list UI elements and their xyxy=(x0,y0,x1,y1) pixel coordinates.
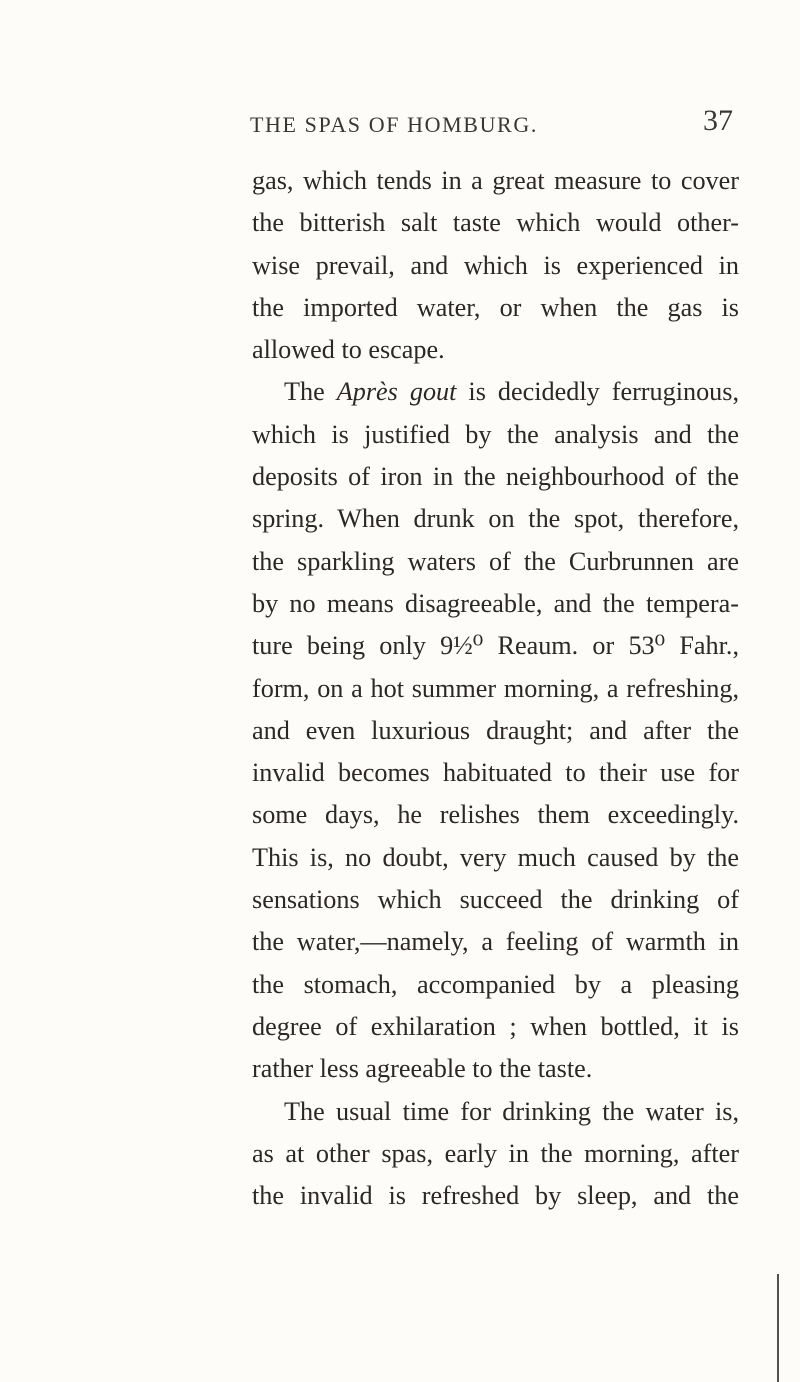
text-line: rather less agreeable to the taste. xyxy=(252,1054,593,1084)
page-edge-mark xyxy=(777,1274,779,1382)
text-line: which is justified by the analysis and the xyxy=(252,419,739,449)
text-line: by no means disagreeable, and the tempera- xyxy=(252,588,739,618)
text-line: gas, which tends in a great measure to cover xyxy=(252,166,739,195)
text-line: the water,—namely, a feeling of warmth in xyxy=(252,927,739,957)
text-line: ture being only 9½⁰ Reaum. or 53⁰ Fahr., xyxy=(252,631,739,661)
text-line: the bitterish salt taste which would other- xyxy=(252,208,739,238)
page-header xyxy=(0,104,800,146)
text-line: spring. When drunk on the spot, therefore, xyxy=(252,504,739,534)
text-line: The Après gout is decidedly ferruginous, xyxy=(284,377,739,407)
text-line: the invalid is refreshed by sleep, and the xyxy=(252,1181,739,1211)
text-line: the sparkling waters of the Curbrunnen are xyxy=(252,546,739,576)
text-line: allowed to escape. xyxy=(252,335,445,365)
text-line: degree of exhilaration ; when bottled, it is xyxy=(252,1011,739,1041)
text-line: form, on a hot summer morning, a refreshing, xyxy=(252,673,739,703)
text-line: some days, he relishes them exceedingly. xyxy=(252,800,739,830)
body-text xyxy=(252,160,739,1217)
text-line: wise prevail, and which is experienced in xyxy=(252,250,739,280)
running-head: THE SPAS OF HOMBURG. xyxy=(250,112,538,137)
text-line: deposits of iron in the neighbourhood of the xyxy=(252,462,739,492)
italic-phrase: Après gout xyxy=(336,377,457,407)
text-line: and even luxurious draught; and after the xyxy=(252,715,739,745)
text-line: as at other spas, early in the morning, after xyxy=(252,1138,739,1168)
text-line: The usual time for drinking the water is, xyxy=(284,1096,739,1126)
text-line: sensations which succeed the drinking of xyxy=(252,885,739,915)
text-line: This is, no doubt, very much caused by the xyxy=(252,842,739,872)
text-line: the imported water, or when the gas is xyxy=(252,292,739,322)
text-line: invalid becomes habituated to their use for xyxy=(252,758,739,788)
page-number: 37 xyxy=(703,104,733,137)
text-line: the stomach, accompanied by a pleasing xyxy=(252,969,739,999)
